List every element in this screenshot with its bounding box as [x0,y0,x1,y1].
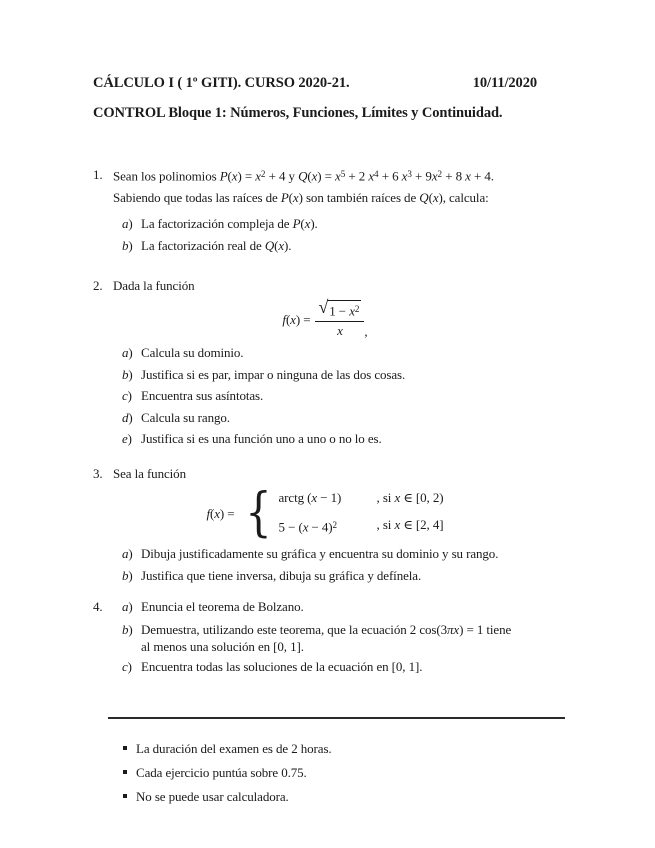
item-label: d) [122,409,133,425]
note-item [123,788,332,805]
item-label: e) [122,431,132,447]
item-label: b) [122,622,133,637]
item-text: Encuentra todas las soluciones de la ecuación en [0, 1]. [141,659,423,674]
note-text: No se puede usar calculadora. [136,789,289,804]
problem-2-item-a [122,344,553,361]
item-text: Enuncia el teorema de Bolzano. [141,599,304,614]
item-text: Justifica si es una función uno a uno o no lo es. [141,431,382,447]
function-2-formula [113,298,537,341]
problem-1-item-a [122,215,553,232]
problem-1-text-line-2: Sabiendo que todas las raíces de P(x) son también raíces de Q(x), calcula: [113,190,489,206]
item-text: La factorización compleja de P(x). [141,216,318,232]
item-text: Encuentra sus asíntotas. [141,388,264,404]
item-text: Calcula su dominio. [141,345,244,361]
problem-4 [93,598,553,675]
problem-3 [93,465,553,584]
exam-notes [123,740,332,812]
problem-2 [93,277,553,447]
problem-1-item-b [122,237,553,254]
problem-3-item-a [122,545,553,562]
problem-4-item-a [122,598,553,615]
square-bullet-icon [123,746,127,750]
exam-date: 10/11/2020 [472,75,537,91]
item-label: a) [122,216,133,232]
course-title: CÁLCULO I ( 1º GITI). CURSO 2020-21. [93,75,350,91]
item-text-line-1: Demuestra, utilizando este teorema, que la ecuación 2 cos(3πx) = 1 tiene [141,622,512,637]
problem-1-text-line-1: Sean los polinomios $P(x) = x^2 + 4$ y $Q(x) = x^5 + 2$ $x^4 + 6$ $x^3 + 9x^2 + 8$ x + 4. [113,168,494,184]
piecewise-cond: , si x ∈ [0, 2) [376,490,444,506]
problem-3-intro: Sea la función [113,466,186,481]
problem-2-intro: Dada la función [113,278,195,293]
item-text: La factorización real de Q(x). [141,237,292,253]
note-item [123,740,332,757]
problem-2-item-b [122,366,553,383]
problem-2-item-e [122,430,553,447]
denominator: x [337,323,343,339]
problem-2-item-d [122,409,553,426]
radicand: $1 - x^2$ [327,300,361,319]
item-label: b) [122,567,133,583]
problem-3-number: 3. [93,466,103,481]
exam-header [93,75,537,92]
note-item [123,764,332,781]
item-text: Justifica que tiene inversa, dibuja su gráfica y defínela. [141,567,422,583]
sqrt-radical [318,297,361,319]
item-text: Calcula su rango. [141,409,230,425]
item-text: Justifica si es par, impar o ninguna de las dos cosas. [141,366,406,382]
problem-2-item-c [122,387,553,404]
item-label: a) [122,345,133,361]
problem-1-number: 1. [93,167,103,182]
piecewise-expr: arctg (x − 1) [278,490,342,506]
piecewise-expr: $5 - (x - 4)^2$ [278,519,338,535]
exam-title: CONTROL Bloque 1: Números, Funciones, Límites y Continuidad. [93,105,503,121]
item-label: c) [122,659,132,674]
piecewise-row-2 [279,516,444,536]
formula-suffix: , [364,324,368,340]
item-text: Dibuja justificadamente su gráfica y encuentra su dominio y su rango. [141,546,499,561]
piecewise-formula [113,485,537,543]
note-text: Cada ejercicio puntúa sobre 0.75. [136,765,307,780]
formula-lhs: f(x) = [206,505,235,521]
note-text: La duración del examen es de 2 horas. [136,741,332,756]
problem-3-item-b [122,567,553,584]
problem-4-item-b [122,621,553,655]
formula-lhs: f(x) = [282,311,311,327]
item-label: a) [122,599,133,614]
radical-sign-icon: √ [318,297,329,317]
fraction [315,297,364,339]
problem-1 [93,166,553,254]
square-bullet-icon [123,794,127,798]
item-label: c) [122,388,132,404]
left-brace: { [244,483,272,543]
item-text-line-2: al menos una solución en [0, 1]. [141,639,304,654]
piecewise-cond: , si x ∈ [2, 4] [376,517,444,533]
item-label: b) [122,366,133,382]
item-label: b) [122,237,133,253]
separator-rule [108,717,565,719]
problem-2-number: 2. [93,278,103,293]
item-label: a) [122,546,133,561]
square-bullet-icon [123,770,127,774]
problem-4-item-c [122,658,553,675]
problem-4-number: 4. [93,599,103,614]
piecewise-row-1 [279,489,444,507]
